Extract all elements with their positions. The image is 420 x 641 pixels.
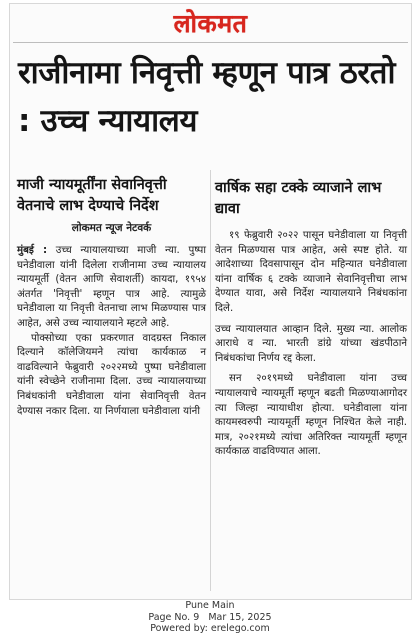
news-clipping bbox=[9, 3, 412, 600]
lokmat-logo: लोकमत bbox=[173, 9, 248, 38]
powered-by-link[interactable]: Powered by: erelego.com bbox=[150, 623, 270, 634]
masthead bbox=[10, 4, 411, 42]
page-date-label: Page No. 9 Mar 15, 2025 bbox=[148, 611, 272, 623]
left-subheading: माजी न्यायमूर्तींना सेवानिवृत्ती वेतनाचे लाभ देण्याचे निर्देश bbox=[17, 177, 167, 214]
right-paragraph-2: उच्च न्यायालयात आव्हान दिले. मुख्य न्या. आलोक आराधे व न्या. भारती डांग्रे यांच्या खंडपीठाने निबंधकांचा निर्णय रद्द केला. bbox=[215, 323, 407, 364]
right-column bbox=[215, 166, 407, 460]
edition-label: Pune Main bbox=[185, 600, 235, 611]
left-paragraph-1 bbox=[17, 244, 206, 332]
left-paragraph-2: पोक्सोच्या एका प्रकरणात वादग्रस्त निकाल दिल्याने कॉलेजियमने त्यांचा कार्यकाळ न वाढविल्याने फेब्रुवारी २०२२मध्ये पुष्पा घनेडीवाला यांनी स्वेच्छेने राजीनामा दिला. उच्च न्यायालयाच्या निबंधकांनी घनेडीवाला यांना सेवानिवृत्ती वेतन देण्यास नकार दिला. या निर्णयाला घनेडीवाला यांनी bbox=[17, 332, 206, 417]
right-subheading: वार्षिक सहा टक्के व्याजाने लाभ द्यावा bbox=[215, 180, 382, 217]
left-paragraph-1-text: उच्च न्यायालयाच्या माजी न्या. पुष्पा घनेडीवाला यांनी दिलेला राजीनामा उच्च न्यायालय न्यायमूर्ती (वेतन आणि सेवाशर्ती) कायदा, १९५४ अंतर्गत 'निवृत्ती' म्हणून पात्र आहे. त्यामुळे घनेडीवाला या निवृत्ती वेतनाचा लाभ मिळण्यास पात्र आहेत, असे उच्च न्यायालयाने म्हटले आहे. bbox=[17, 245, 206, 329]
right-paragraph-3: सन २०१९मध्ये घनेडीवाला यांना उच्च न्यायालयाचे न्यायमूर्ती म्हणून बढती मिळण्याआगोदर त्या जिल्हा न्यायाधीश होत्या. घनेडीवाला यांना कायमस्वरुपी न्यायमूर्ती म्हणून निश्चित केले नाही. मात्र, २०२१मध्ये त्यांचा अतिरिक्त न्यायमूर्ती म्हणून कार्यकाळ वाढविण्यात आला. bbox=[215, 373, 407, 458]
article-columns bbox=[10, 166, 411, 599]
column-divider bbox=[210, 170, 211, 591]
headline: राजीनामा निवृत्ती म्हणून पात्र ठरतो : उच्च न्यायालय bbox=[18, 55, 396, 139]
byline-credit: लोकमत न्यूज नेटवर्क bbox=[71, 222, 152, 234]
left-column bbox=[17, 166, 206, 419]
page-footer bbox=[0, 600, 420, 635]
right-paragraph-1: १९ फेब्रुवारी २०२२ पासून घनेडीवाला या निवृत्ती वेतन मिळण्यास पात्र आहेत, असे स्पष्ट होते. या आदेशाच्या दिवसापासून दोन महिन्यात घनेडीवाला यांना वार्षिक ६ टक्के व्याजाने सेवानिवृत्तीचा लाभ देण्यात यावा, असे निर्देश न्यायालयाने निबंधकांना दिले. bbox=[215, 230, 407, 314]
dateline: मुंबई : bbox=[17, 245, 48, 256]
